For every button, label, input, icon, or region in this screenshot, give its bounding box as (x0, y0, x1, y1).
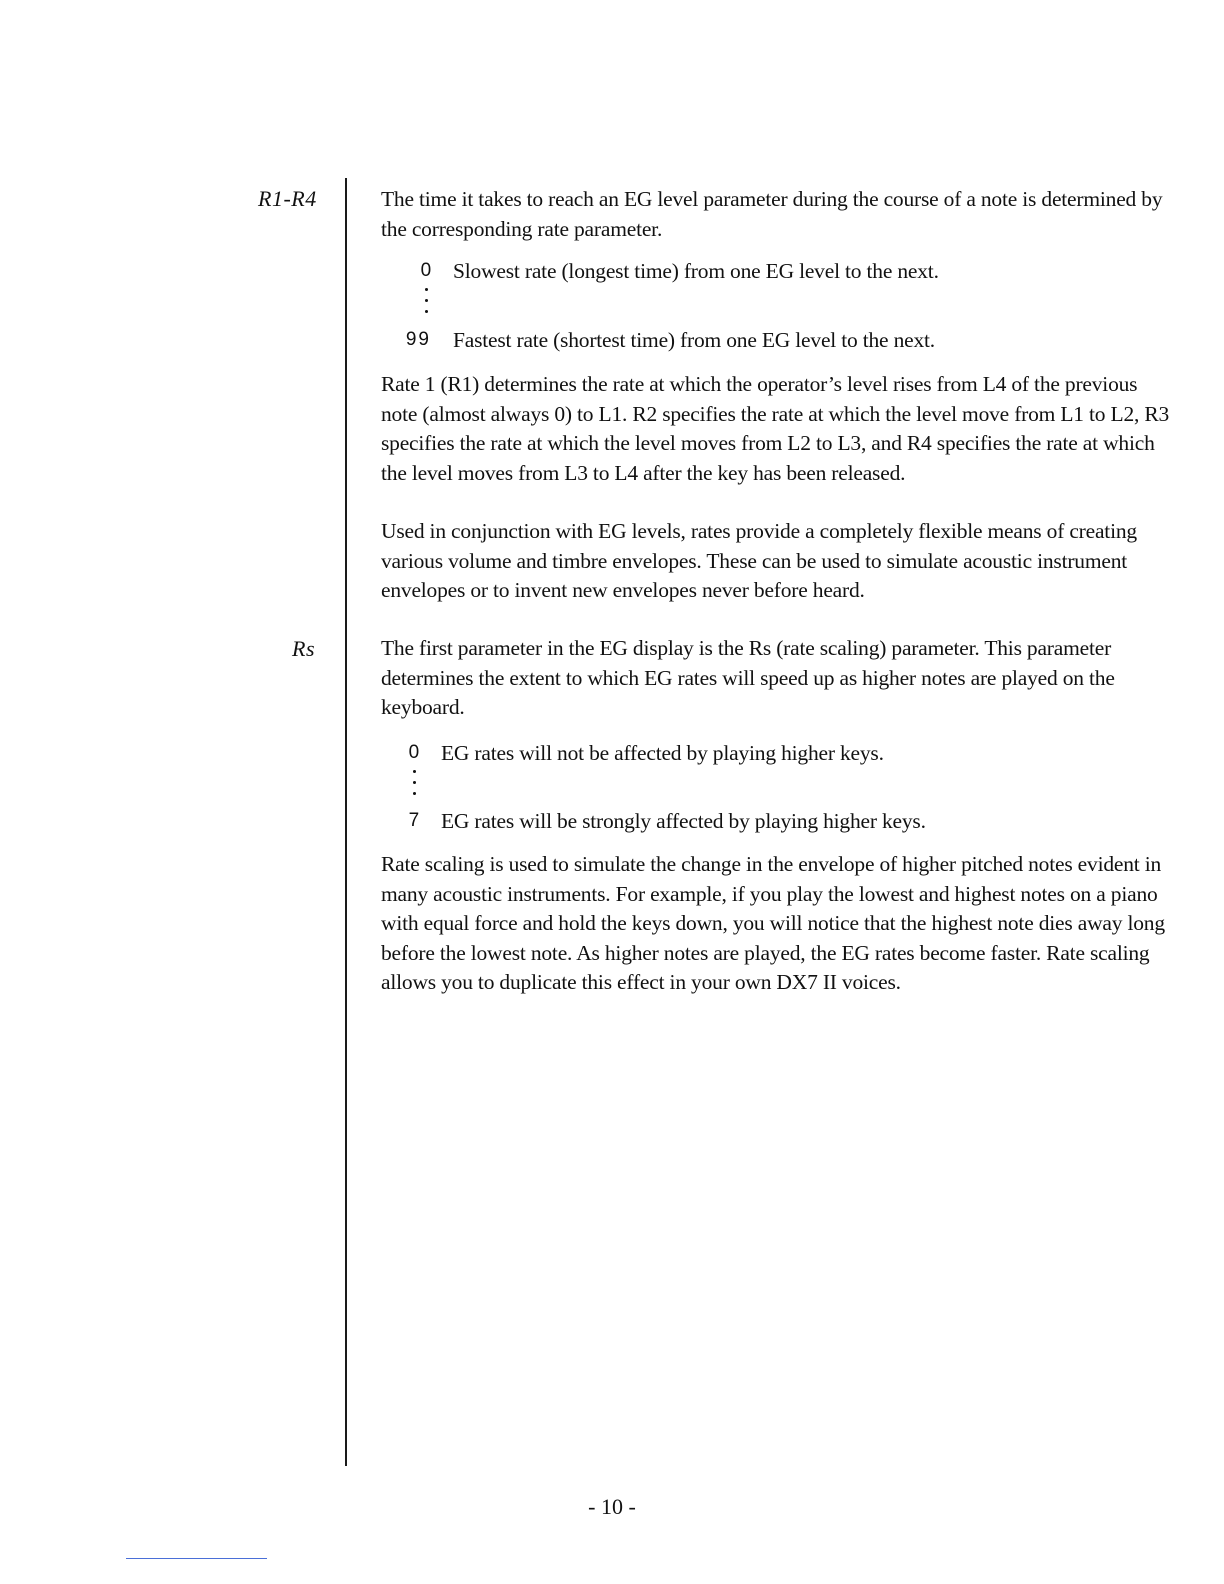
range-min-description: EG rates will not be affected by playing higher keys. (441, 741, 884, 765)
section-label-r1-r4: R1-R4 (258, 186, 317, 211)
section-label-rs: Rs (292, 636, 315, 661)
range-ellipsis (413, 770, 417, 803)
rates-intro: The time it takes to reach an EG level parameter during the course of a note is determined by the corresponding rate parameter. (381, 187, 1163, 241)
rs-intro: The first parameter in the EG display is the Rs (rate scaling) parameter. This parameter determines the extent to which EG rates will speed up as higher notes are played on the keyboard. (381, 636, 1115, 719)
range-max-description: Fastest rate (shortest time) from one EG level to the next. (453, 328, 935, 352)
footer-rule (126, 1558, 267, 1559)
rates-paragraph-1: Rate 1 (R1) determines the rate at which the operator’s level rises from L4 of the previous note (almost always 0) to L1. R2 specifies the rate at which the level move from L1 to L2, R3 specifies the rate at which the level moves from L2 to L3, and R4 specifies the rate at which the level moves from L3 to L4 after the key has been released. (381, 372, 1170, 485)
rs-paragraph-1: Rate scaling is used to simulate the change in the envelope of higher pitched notes evident in many acoustic instruments. For example, if you play the lowest and highest notes on a piano with equal force and hold the keys down, you will notice that the highest note dies away long before the lowest note. As higher notes are played, the EG rates become faster. Rate scaling allows you to duplicate this effect in your own DX7 II voices. (381, 852, 1165, 994)
range-min-description: Slowest rate (longest time) from one EG level to the next. (453, 259, 939, 283)
range-min-value: 0 (420, 260, 431, 281)
margin-divider (345, 178, 347, 1466)
range-ellipsis (425, 288, 429, 321)
range-min-value: 0 (408, 742, 419, 763)
range-max-description: EG rates will be strongly affected by playing higher keys. (441, 809, 926, 833)
rates-paragraph-2: Used in conjunction with EG levels, rates provide a completely flexible means of creating various volume and timbre envelopes. These can be used to simulate acoustic instrument envelopes or to invent new envelopes never before heard. (381, 519, 1137, 602)
range-max-value: 7 (408, 810, 419, 831)
page-number: - 10 - (588, 1494, 636, 1519)
range-max-value: 99 (405, 329, 431, 350)
